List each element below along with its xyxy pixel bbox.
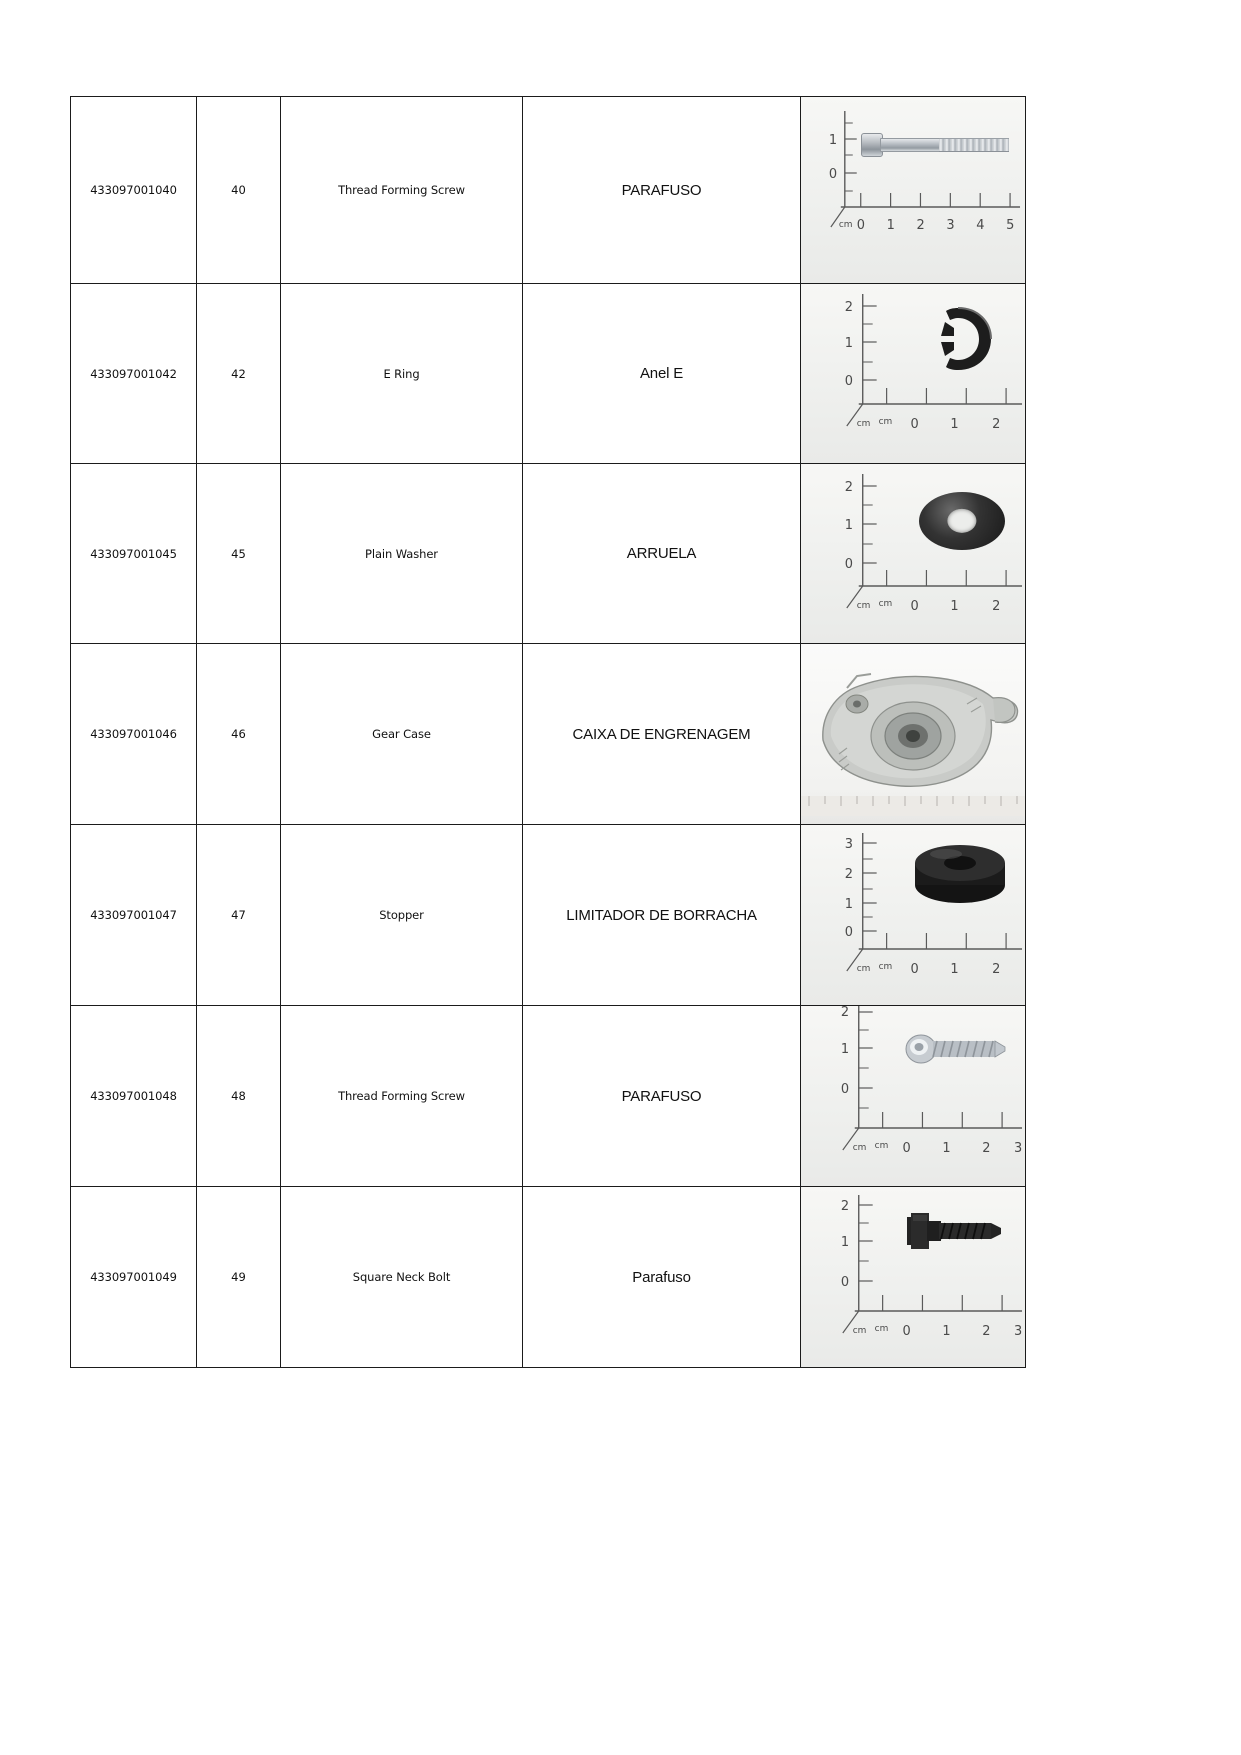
svg-text:0: 0	[910, 416, 919, 433]
name-pt-text: LIMITADOR DE BORRACHA	[566, 906, 757, 924]
name-en-text: Stopper	[379, 908, 424, 922]
part-number-text: 433097001048	[90, 1089, 177, 1103]
parts-table	[70, 96, 1026, 1368]
cell-part-number	[71, 284, 197, 464]
name-en-text: E Ring	[383, 366, 420, 381]
svg-text:0: 0	[844, 373, 854, 390]
part-number-text: 433097001047	[90, 908, 177, 922]
cell-name-pt	[523, 825, 801, 1006]
name-pt-text: CAIXA DE ENGRENAGEM	[572, 725, 751, 743]
svg-text:0: 0	[902, 1140, 911, 1157]
cell-item-number	[197, 1187, 281, 1368]
cell-photo	[801, 97, 1026, 284]
screw-shape	[905, 1032, 1011, 1066]
svg-text:2: 2	[844, 299, 854, 316]
svg-text:cm: cm	[838, 219, 853, 231]
e-ring-shape	[923, 306, 993, 372]
svg-text:cm: cm	[852, 1325, 867, 1337]
svg-text:1: 1	[844, 896, 854, 913]
cell-item-number	[197, 97, 281, 284]
svg-text:cm: cm	[856, 600, 871, 612]
cell-photo	[801, 284, 1026, 464]
svg-text:1: 1	[950, 416, 959, 433]
name-pt-text: Anel E	[640, 365, 683, 382]
table-row	[71, 825, 1026, 1006]
cell-name-en	[281, 1187, 523, 1368]
cell-name-en	[281, 825, 523, 1006]
part-number-text: 433097001040	[90, 183, 177, 197]
stopper-shape	[913, 843, 1007, 905]
name-en-text: Gear Case	[372, 727, 431, 741]
svg-text:3: 3	[844, 836, 854, 853]
svg-text:3: 3	[946, 217, 955, 234]
svg-text:0: 0	[902, 1323, 911, 1340]
part-number-text: 433097001046	[90, 727, 177, 741]
part-number-text: 433097001049	[90, 1270, 177, 1284]
table-row	[71, 1006, 1026, 1187]
cell-part-number	[71, 464, 197, 644]
svg-text:5: 5	[1006, 217, 1015, 234]
svg-text:cm: cm	[878, 961, 893, 973]
part-number-text: 433097001042	[90, 366, 177, 381]
svg-text:2: 2	[844, 479, 854, 496]
svg-text:0: 0	[910, 598, 919, 615]
cell-photo	[801, 1187, 1026, 1368]
item-number-text: 47	[231, 908, 246, 922]
svg-text:2: 2	[982, 1140, 991, 1157]
svg-text:1: 1	[844, 517, 854, 534]
svg-text:cm: cm	[878, 416, 893, 428]
ruler-axis-icon	[801, 464, 1025, 643]
cell-name-en	[281, 1006, 523, 1187]
washer-shape	[919, 492, 1005, 550]
svg-text:0: 0	[828, 166, 838, 183]
item-number-text: 48	[231, 1089, 246, 1103]
item-number-text: 45	[231, 546, 246, 561]
cell-item-number	[197, 1006, 281, 1187]
cell-name-pt	[523, 464, 801, 644]
svg-text:0: 0	[844, 556, 854, 573]
table-row	[71, 97, 1026, 284]
svg-text:1: 1	[844, 335, 854, 352]
table-row	[71, 284, 1026, 464]
gear-case-shape	[801, 644, 1025, 824]
cell-name-en	[281, 284, 523, 464]
svg-text:1: 1	[950, 961, 959, 978]
svg-text:2: 2	[840, 1006, 850, 1021]
bolt-shank-shape	[880, 138, 942, 152]
cell-photo	[801, 825, 1026, 1006]
svg-text:1: 1	[950, 598, 959, 615]
cell-photo	[801, 464, 1026, 644]
cell-item-number	[197, 284, 281, 464]
svg-text:4: 4	[976, 217, 985, 234]
svg-text:1: 1	[840, 1041, 850, 1058]
cell-name-en	[281, 97, 523, 284]
svg-text:cm: cm	[856, 418, 871, 430]
svg-text:2: 2	[992, 598, 1001, 615]
svg-text:2: 2	[992, 416, 1001, 433]
part-photo-screw-short	[801, 1006, 1025, 1186]
part-photo-square-neck-bolt	[801, 1187, 1025, 1367]
svg-text:0: 0	[840, 1081, 850, 1098]
svg-text:0: 0	[840, 1274, 850, 1291]
name-pt-text: PARAFUSO	[621, 181, 702, 199]
cell-photo	[801, 1006, 1026, 1187]
name-pt-text: Parafuso	[632, 1268, 691, 1286]
cell-name-en	[281, 644, 523, 825]
svg-text:1: 1	[886, 217, 895, 234]
svg-text:3: 3	[1014, 1140, 1023, 1157]
name-en-text: Plain Washer	[365, 546, 438, 561]
name-pt-text: ARRUELA	[626, 545, 697, 562]
svg-text:cm: cm	[874, 1140, 889, 1152]
name-pt-text: PARAFUSO	[621, 1087, 702, 1105]
cell-name-pt	[523, 97, 801, 284]
cell-name-pt	[523, 1187, 801, 1368]
svg-text:2: 2	[982, 1323, 991, 1340]
svg-text:cm: cm	[856, 963, 871, 975]
cell-part-number	[71, 825, 197, 1006]
cell-item-number	[197, 644, 281, 825]
cell-part-number	[71, 1187, 197, 1368]
cell-name-pt	[523, 284, 801, 464]
cell-item-number	[197, 464, 281, 644]
svg-text:cm: cm	[878, 598, 893, 610]
square-neck-bolt-shape	[901, 1209, 1011, 1253]
name-en-text: Thread Forming Screw	[338, 1089, 465, 1103]
item-number-text: 49	[231, 1270, 246, 1284]
part-number-text: 433097001045	[90, 546, 177, 561]
item-number-text: 40	[231, 183, 246, 197]
part-photo-e-ring	[801, 284, 1025, 463]
part-photo-gear-case	[801, 644, 1025, 824]
part-photo-washer	[801, 464, 1025, 643]
cell-name-en	[281, 464, 523, 644]
cell-name-pt	[523, 1006, 801, 1187]
cell-part-number	[71, 644, 197, 825]
svg-text:2: 2	[844, 866, 854, 883]
svg-text:1: 1	[840, 1234, 850, 1251]
cell-part-number	[71, 1006, 197, 1187]
svg-text:2: 2	[992, 961, 1001, 978]
svg-text:0: 0	[844, 924, 854, 941]
cell-name-pt	[523, 644, 801, 825]
table-row	[71, 464, 1026, 644]
svg-text:2: 2	[916, 217, 925, 234]
svg-text:2: 2	[840, 1198, 850, 1215]
table-row	[71, 644, 1026, 825]
svg-text:1: 1	[942, 1140, 951, 1157]
ruler-axis-icon	[801, 97, 1025, 283]
cell-part-number	[71, 97, 197, 284]
part-photo-bolt-long	[801, 97, 1025, 283]
svg-text:cm: cm	[874, 1323, 889, 1335]
svg-text:3: 3	[1014, 1323, 1023, 1340]
name-en-text: Thread Forming Screw	[338, 183, 465, 197]
bolt-thread-shape	[939, 138, 1009, 152]
svg-text:cm: cm	[852, 1142, 867, 1154]
cell-item-number	[197, 825, 281, 1006]
table-row	[71, 1187, 1026, 1368]
svg-text:0: 0	[910, 961, 919, 978]
svg-text:0: 0	[856, 217, 865, 234]
svg-text:1: 1	[828, 132, 838, 149]
name-en-text: Square Neck Bolt	[352, 1270, 451, 1284]
item-number-text: 42	[231, 366, 246, 381]
cell-photo	[801, 644, 1026, 825]
svg-text:1: 1	[942, 1323, 951, 1340]
part-photo-stopper	[801, 825, 1025, 1005]
item-number-text: 46	[231, 727, 246, 741]
